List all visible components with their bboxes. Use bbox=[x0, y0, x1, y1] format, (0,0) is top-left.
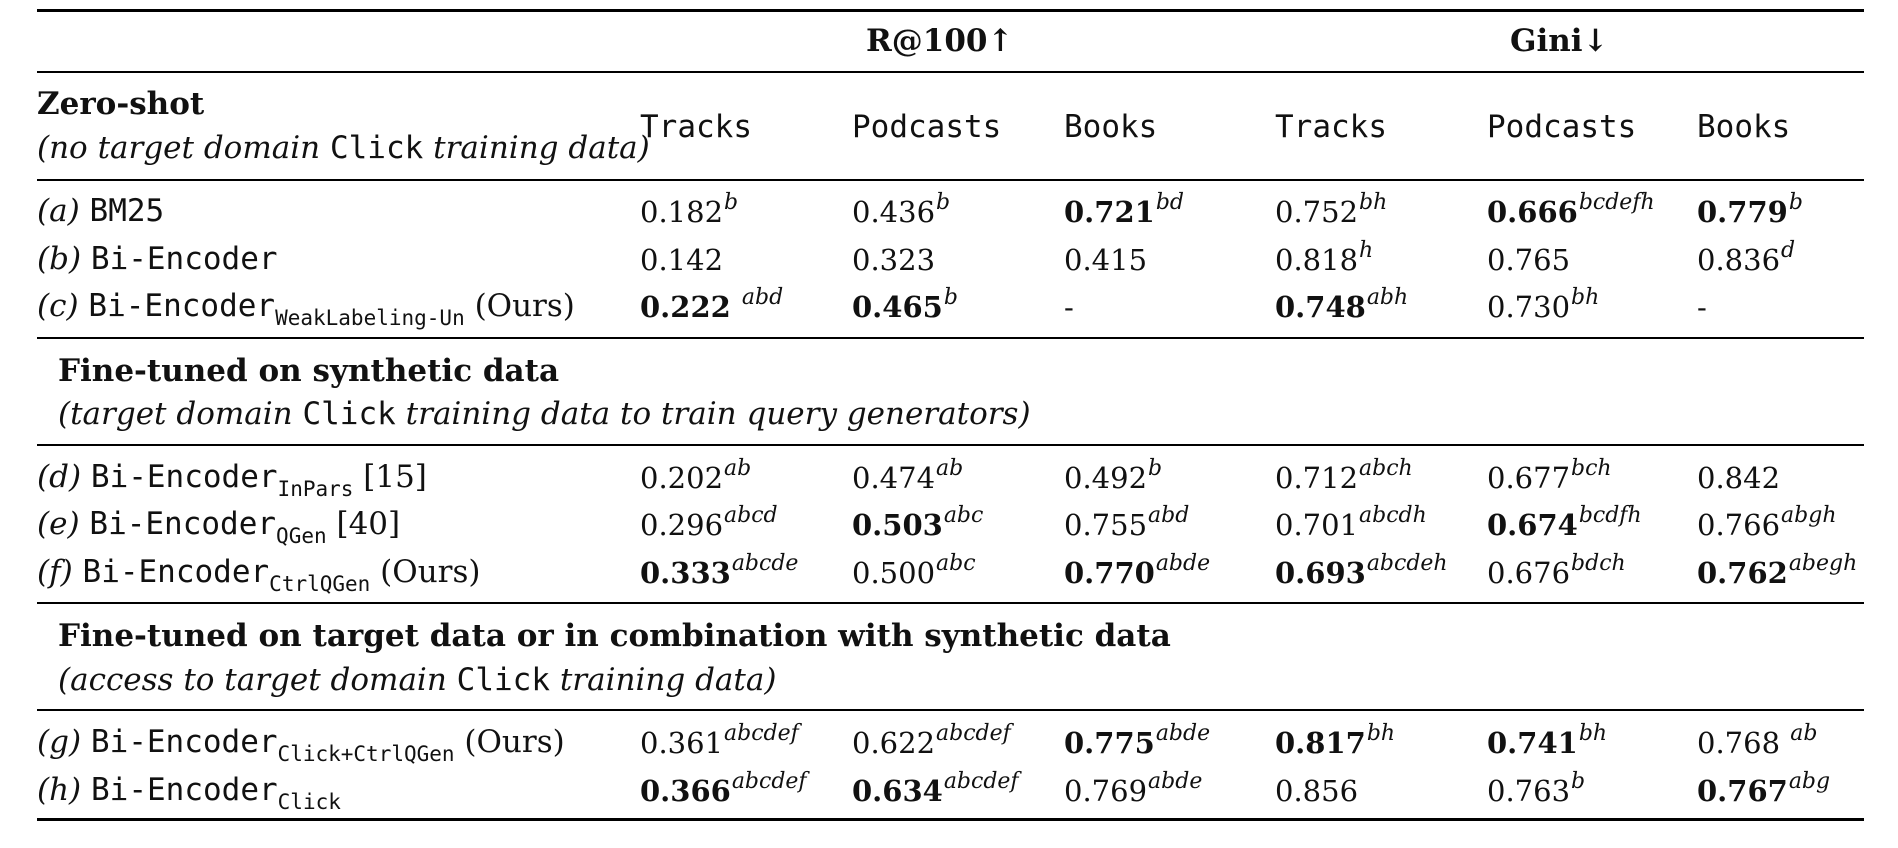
cell-value: 0.842 bbox=[1697, 461, 1781, 495]
top-rule bbox=[37, 9, 1864, 12]
cell-value: 0.856 bbox=[1275, 774, 1359, 808]
significance-marks: bd bbox=[1155, 190, 1184, 215]
row-letter: (a) bbox=[37, 193, 80, 229]
table-cell bbox=[1275, 503, 1427, 542]
cell-value: 0.741 bbox=[1487, 726, 1578, 760]
model-variant: QGen bbox=[276, 524, 327, 548]
table-cell bbox=[1487, 551, 1626, 590]
table-cell bbox=[1064, 190, 1184, 229]
table-cell bbox=[852, 190, 951, 229]
row-letter: (e) bbox=[37, 506, 80, 542]
significance-marks: abd bbox=[1148, 503, 1190, 528]
row-label bbox=[37, 288, 575, 330]
significance-marks: b bbox=[1788, 190, 1803, 215]
group2-subtitle: (target domain Click training data to train query generators) bbox=[58, 396, 1031, 432]
table-cell bbox=[640, 721, 799, 760]
significance-marks: abcdef bbox=[731, 769, 807, 794]
model-variant: Click+CtrlQGen bbox=[277, 742, 455, 766]
table-cell bbox=[1487, 503, 1642, 542]
table-cell bbox=[1697, 503, 1837, 542]
significance-marks: abcdh bbox=[1359, 503, 1427, 528]
r100-header: R@100↑ bbox=[866, 23, 1014, 59]
cell-value: 0.769 bbox=[1064, 774, 1148, 808]
row-letter: (h) bbox=[37, 772, 82, 808]
group2-header-rule bbox=[37, 444, 1864, 446]
significance-marks: bcdfh bbox=[1578, 503, 1642, 528]
significance-marks: abg bbox=[1788, 769, 1831, 794]
table-cell bbox=[1064, 551, 1211, 590]
table-cell bbox=[1487, 769, 1586, 808]
cell-value: 0.222 bbox=[640, 290, 741, 324]
cell-value: 0.693 bbox=[1275, 556, 1366, 590]
significance-marks: abh bbox=[1366, 285, 1409, 310]
table-cell bbox=[1064, 456, 1163, 495]
cell-value: 0.730 bbox=[1487, 290, 1571, 324]
significance-marks: abcde bbox=[731, 551, 799, 576]
model-name: Bi-Encoder bbox=[90, 459, 278, 495]
cell-value: 0.436 bbox=[852, 195, 936, 229]
group2-title: Fine-tuned on synthetic data bbox=[58, 353, 560, 389]
table-cell bbox=[1697, 290, 1707, 324]
significance-marks: ab bbox=[724, 456, 752, 481]
cell-value: 0.142 bbox=[640, 243, 724, 277]
model-name: Bi-Encoder bbox=[90, 724, 278, 760]
table-cell bbox=[1487, 721, 1608, 760]
table-cell bbox=[1697, 769, 1831, 808]
table-cell bbox=[640, 503, 778, 542]
table-cell bbox=[1275, 190, 1388, 229]
cell-value: 0.361 bbox=[640, 726, 724, 760]
row-letter: (d) bbox=[37, 459, 82, 495]
table-cell bbox=[640, 456, 752, 495]
significance-marks: h bbox=[1359, 238, 1374, 263]
table-cell bbox=[640, 285, 784, 324]
cell-value: 0.836 bbox=[1697, 243, 1781, 277]
cell-value: 0.779 bbox=[1697, 195, 1788, 229]
table-cell bbox=[1275, 551, 1448, 590]
row-label bbox=[37, 506, 401, 548]
significance-marks: b bbox=[1571, 769, 1586, 794]
cell-value: 0.712 bbox=[1275, 461, 1359, 495]
bottom-rule bbox=[37, 818, 1864, 821]
significance-marks: bh bbox=[1578, 721, 1608, 746]
significance-marks: bh bbox=[1359, 190, 1388, 215]
table-cell bbox=[1275, 721, 1396, 760]
significance-marks: abde bbox=[1155, 721, 1211, 746]
table-cell bbox=[1487, 456, 1612, 495]
table-cell bbox=[852, 769, 1019, 808]
significance-marks: ab bbox=[936, 456, 964, 481]
cell-value: 0.677 bbox=[1487, 461, 1571, 495]
model-name: BM25 bbox=[89, 193, 165, 229]
model-suffix: (Ours) bbox=[464, 288, 575, 324]
cell-value: 0.766 bbox=[1697, 508, 1781, 542]
cell-value: 0.767 bbox=[1697, 774, 1788, 808]
table-cell bbox=[1487, 243, 1571, 277]
significance-marks: abcdef bbox=[936, 721, 1011, 746]
cell-value: 0.666 bbox=[1487, 195, 1578, 229]
group3-header-rule bbox=[37, 709, 1864, 711]
significance-marks: abde bbox=[1155, 551, 1211, 576]
table-cell bbox=[1697, 461, 1781, 495]
significance-marks: abd bbox=[741, 285, 784, 310]
row-letter: (f) bbox=[37, 554, 73, 590]
model-name: Bi-Encoder bbox=[82, 554, 270, 590]
model-name: Bi-Encoder bbox=[90, 241, 278, 277]
cell-value: 0.474 bbox=[852, 461, 936, 495]
table-cell bbox=[1697, 551, 1858, 590]
table-cell bbox=[1275, 456, 1413, 495]
cell-value: 0.503 bbox=[852, 508, 943, 542]
table-cell bbox=[1275, 774, 1359, 808]
model-variant: InPars bbox=[277, 477, 354, 501]
cell-value: 0.701 bbox=[1275, 508, 1359, 542]
model-suffix: [40] bbox=[326, 506, 401, 542]
cell-value: 0.770 bbox=[1064, 556, 1155, 590]
model-name: Bi-Encoder bbox=[91, 772, 278, 808]
significance-marks: b bbox=[1148, 456, 1163, 481]
significance-marks: abc bbox=[943, 503, 984, 528]
model-variant: WeakLabeling-Un bbox=[275, 306, 465, 330]
cell-value: 0.721 bbox=[1064, 195, 1155, 229]
cell-value: 0.676 bbox=[1487, 556, 1571, 590]
col-header-podcasts-gini: Podcasts bbox=[1487, 109, 1637, 145]
col-header-books-r100: Books bbox=[1064, 109, 1158, 145]
row-label bbox=[37, 772, 341, 814]
table-cell bbox=[852, 243, 936, 277]
model-suffix: (Ours) bbox=[454, 724, 565, 760]
significance-marks: abch bbox=[1359, 456, 1413, 481]
cell-value: 0.366 bbox=[640, 774, 731, 808]
model-suffix: [15] bbox=[353, 459, 427, 495]
table-cell bbox=[1487, 190, 1655, 229]
table-cell bbox=[1275, 238, 1374, 277]
group1-title: Zero-shot bbox=[37, 86, 205, 122]
model-suffix: (Ours) bbox=[370, 554, 481, 590]
table-cell bbox=[1275, 285, 1409, 324]
group2-end-rule bbox=[37, 602, 1864, 604]
model-variant: CtrlQGen bbox=[269, 572, 371, 596]
cell-value: 0.622 bbox=[852, 726, 936, 760]
significance-marks: abgh bbox=[1781, 503, 1837, 528]
col-header-podcasts-r100: Podcasts bbox=[852, 109, 1002, 145]
model-variant: Click bbox=[277, 790, 341, 814]
table-cell bbox=[1064, 243, 1148, 277]
row-label bbox=[37, 193, 165, 229]
significance-marks: abc bbox=[936, 551, 976, 576]
significance-marks: bch bbox=[1571, 456, 1612, 481]
col-header-tracks-gini: Tracks bbox=[1275, 109, 1387, 145]
table-cell bbox=[852, 551, 976, 590]
model-name: Bi-Encoder bbox=[88, 288, 276, 324]
group3-title: Fine-tuned on target data or in combination with synthetic data bbox=[58, 618, 1171, 654]
cell-value: - bbox=[1064, 290, 1074, 324]
header-rule bbox=[37, 71, 1864, 73]
cell-value: 0.323 bbox=[852, 243, 936, 277]
cell-value: 0.762 bbox=[1697, 556, 1788, 590]
table-cell bbox=[1697, 190, 1803, 229]
table-cell bbox=[640, 243, 724, 277]
table-cell bbox=[640, 769, 807, 808]
table-cell bbox=[1697, 238, 1796, 277]
table-cell bbox=[1064, 769, 1203, 808]
significance-marks: b bbox=[724, 190, 739, 215]
group1-header-rule bbox=[37, 179, 1864, 181]
significance-marks: abcdef bbox=[724, 721, 799, 746]
significance-marks: b bbox=[943, 285, 958, 310]
cell-value: 0.765 bbox=[1487, 243, 1571, 277]
cell-value: 0.296 bbox=[640, 508, 724, 542]
table-cell bbox=[1487, 285, 1600, 324]
cell-value: 0.333 bbox=[640, 556, 731, 590]
significance-marks: abegh bbox=[1788, 551, 1858, 576]
table-cell bbox=[640, 190, 739, 229]
table-cell bbox=[1064, 290, 1074, 324]
significance-marks: d bbox=[1781, 238, 1796, 263]
col-header-books-gini: Books bbox=[1697, 109, 1791, 145]
significance-marks: bh bbox=[1366, 721, 1396, 746]
cell-value: 0.202 bbox=[640, 461, 724, 495]
row-letter: (b) bbox=[37, 241, 82, 277]
table-cell bbox=[1064, 721, 1211, 760]
cell-value: 0.634 bbox=[852, 774, 943, 808]
table-cell bbox=[852, 721, 1011, 760]
table-cell bbox=[640, 551, 799, 590]
cell-value: 0.465 bbox=[852, 290, 943, 324]
cell-value: 0.818 bbox=[1275, 243, 1359, 277]
row-letter: (g) bbox=[37, 724, 82, 760]
row-letter: (c) bbox=[37, 288, 79, 324]
cell-value: 0.775 bbox=[1064, 726, 1155, 760]
cell-value: 0.752 bbox=[1275, 195, 1359, 229]
cell-value: 0.768 bbox=[1697, 726, 1790, 760]
table-cell bbox=[1064, 503, 1190, 542]
significance-marks: abcd bbox=[724, 503, 778, 528]
significance-marks: abcdef bbox=[943, 769, 1019, 794]
table-cell bbox=[852, 456, 964, 495]
table-cell bbox=[1697, 721, 1818, 760]
significance-marks: bh bbox=[1571, 285, 1600, 310]
row-label bbox=[37, 459, 427, 501]
group3-subtitle: (access to target domain Click training data) bbox=[58, 662, 777, 698]
significance-marks: bdch bbox=[1571, 551, 1626, 576]
cell-value: 0.763 bbox=[1487, 774, 1571, 808]
group1-end-rule bbox=[37, 337, 1864, 339]
significance-marks: ab bbox=[1790, 721, 1818, 746]
table-cell bbox=[852, 503, 984, 542]
cell-value: 0.500 bbox=[852, 556, 936, 590]
cell-value: 0.492 bbox=[1064, 461, 1148, 495]
significance-marks: bcdefh bbox=[1578, 190, 1655, 215]
group1-subtitle: (no target domain Click training data) bbox=[37, 130, 650, 166]
model-name: Bi-Encoder bbox=[89, 506, 277, 542]
cell-value: 0.817 bbox=[1275, 726, 1366, 760]
cell-value: 0.415 bbox=[1064, 243, 1148, 277]
row-label bbox=[37, 241, 278, 277]
table-cell bbox=[852, 285, 958, 324]
gini-header: Gini↓ bbox=[1510, 23, 1609, 59]
significance-marks: abcdeh bbox=[1366, 551, 1448, 576]
row-label bbox=[37, 554, 481, 596]
cell-value: 0.755 bbox=[1064, 508, 1148, 542]
cell-value: 0.748 bbox=[1275, 290, 1366, 324]
row-label bbox=[37, 724, 565, 766]
cell-value: 0.674 bbox=[1487, 508, 1578, 542]
col-header-tracks-r100: Tracks bbox=[640, 109, 752, 145]
significance-marks: abde bbox=[1148, 769, 1203, 794]
cell-value: 0.182 bbox=[640, 195, 724, 229]
significance-marks: b bbox=[936, 190, 951, 215]
cell-value: - bbox=[1697, 290, 1707, 324]
